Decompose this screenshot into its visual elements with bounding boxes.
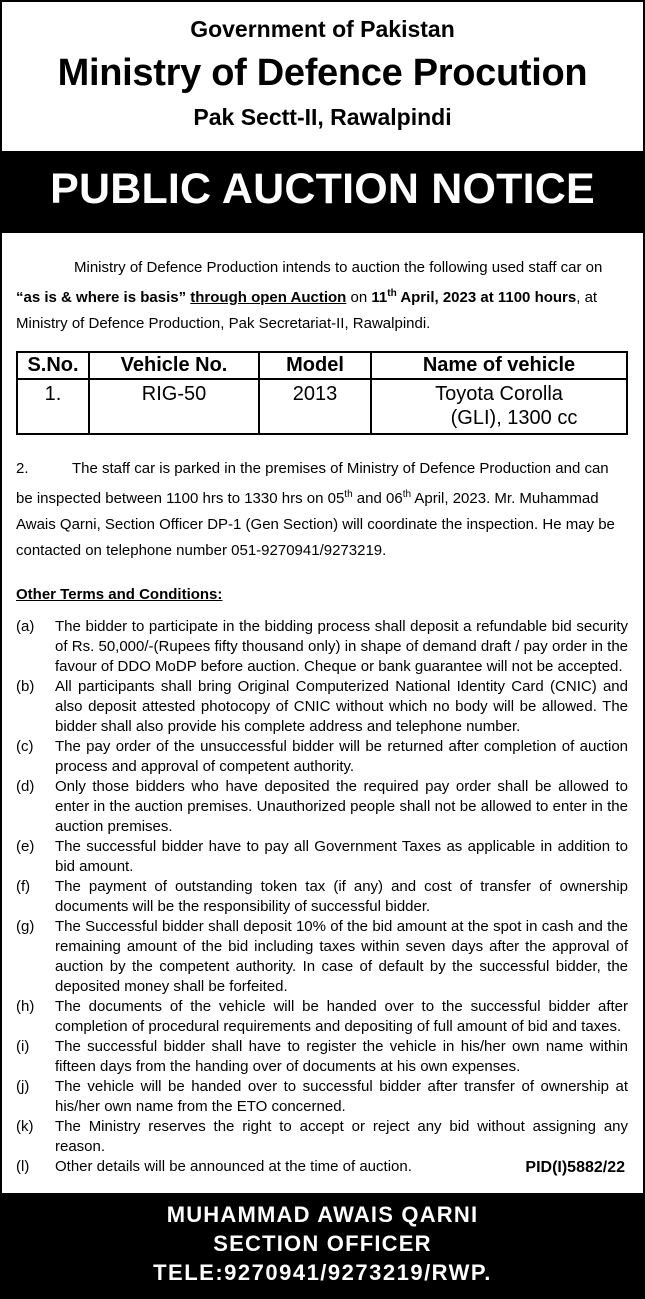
term-label: (d) [16,778,35,795]
term-text: The successful bidder shall have to register the vehicle in his/her own name within fifteen days from the handing over of documents at his own expenses. [55,1038,628,1075]
cell-vehicle-no: RIG-50 [89,379,259,434]
term-text: The bidder to participate in the bidding process shall deposit a refundable bid security of Rs. 50,000/-(Rupees fifty thousand only) in shape of demand draft / pay order in the favour of DDO MoDP before auction. Cheque or bank guarantee will not be accepted. [55,618,628,675]
col-sno: S.No. [17,352,89,379]
term-text: The Successful bidder shall deposit 10% of the bid amount at the spot in cash and the remaining amount of the bid including taxes within seven days after the approval of auction by the competent authority. In case of default by the successful bidder, the deposited money shall be forfeited. [55,918,628,995]
term-text: The documents of the vehicle will be handed over to the successful bidder after completion of procedural requirements and depositing of full amount of bid and taxes. [55,998,628,1035]
term-text: The Ministry reserves the right to accept or reject any bid without assigning any reason. [55,1118,628,1155]
term-label: (l) [16,1158,30,1175]
term-label: (k) [16,1118,34,1135]
term-label: (g) [16,918,35,935]
intro-paragraph: Ministry of Defence Production intends to auction the following used staff car on “as is & where is basis” through open Auction on 11th April, 2023 at 1100 hours, at Ministry of Defence Production, Pak Secretariat-II, Rawalpindi. [16,259,603,332]
term-label: (j) [16,1078,30,1095]
office-address: Pak Sectt-II, Rawalpindi [193,104,452,130]
term-text: Other details will be announced at the time of auction. [55,1158,412,1175]
ministry-title: Ministry of Defence Procution [57,52,588,94]
term-label: (h) [16,998,35,1015]
inspection-paragraph: 2. The staff car is parked in the premises of Ministry of Defence Production and can be inspected between 1100 hrs to 1330 hrs on 05th and 06th April, 2023. Mr. Muhammad Awais Qarni, Section Officer DP-1 (Gen Section) will coordinate the inspection. He may be contacted on telephone number 051-9270941/9273219. [16,460,615,559]
term-text: The vehicle will be handed over to successful bidder after transfer of ownership at his/her own name from the ETO concerned. [55,1078,628,1115]
notice-banner: PUBLIC AUCTION NOTICE [0,151,645,233]
term-label: (c) [16,738,34,755]
col-model: Model [259,352,371,379]
term-text: Only those bidders who have deposited the required pay order shall be allowed to enter in the auction premises. Unauthorized people shall not be allowed to enter in the auction premises. [55,778,628,835]
cell-sno: 1. [17,379,89,434]
term-label: (e) [16,838,35,855]
term-text: All participants shall bring Original Computerized National Identity Card (CNIC) and also deposit attested photocopy of CNIC without which no body will be allowed. The bidder shall also provide his complete address and telephone number. [55,678,628,735]
government-title: Government of Pakistan [190,16,455,42]
term-label: (b) [16,678,35,695]
vehicle-name-line1: Toyota Corolla [435,383,563,405]
col-vehicle-name: Name of vehicle [371,352,627,379]
officer-name: MUHAMMAD AWAIS QARNI [166,1202,479,1227]
pid-code: PID(I)5882/22 [525,1159,625,1176]
vehicle-name-line2: (GLI), 1300 cc [450,407,578,429]
terms-title: Other Terms and Conditions: [16,586,223,603]
term-label: (f) [16,878,31,895]
term-label: (a) [16,618,35,635]
officer-telephone: TELE:9270941/9273219/RWP. [153,1260,492,1285]
col-vehicle-no: Vehicle No. [89,352,259,379]
term-text: The pay order of the unsuccessful bidder will be returned after completion of auction process and approval of competent authority. [55,738,628,775]
term-label: (i) [16,1038,30,1055]
cell-model: 2013 [259,379,371,434]
term-text: The successful bidder have to pay all Government Taxes as applicable in addition to bid amount. [55,838,628,875]
term-text: The payment of outstanding token tax (if any) and cost of transfer of ownership documents will be the responsibility of successful bidder. [55,878,628,915]
officer-designation: SECTION OFFICER [213,1231,432,1256]
